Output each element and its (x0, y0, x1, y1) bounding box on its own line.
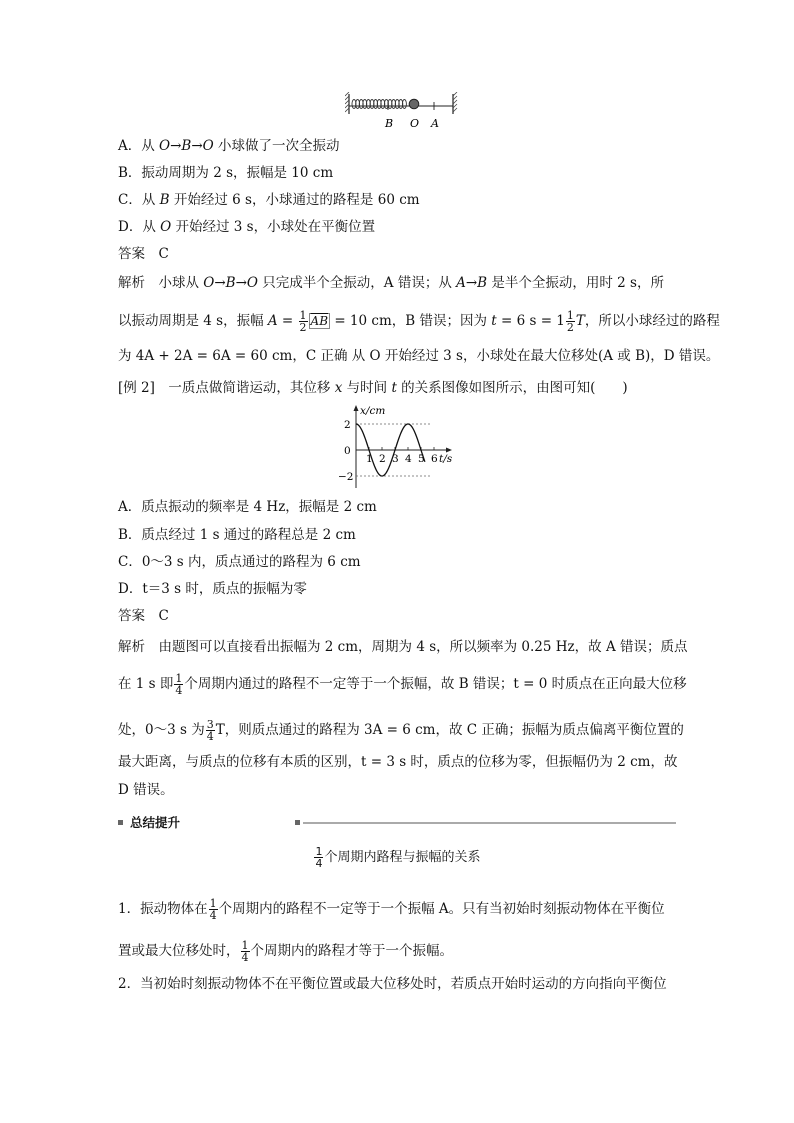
q1-answer: 答案 C (118, 246, 169, 262)
label-o: O (410, 117, 420, 130)
q1-option-b: B．振动周期为 2 s，振幅是 10 cm (118, 165, 334, 181)
x-tick-label: 3 (392, 453, 399, 465)
summary-point-2: 2．当初始时刻振动物体不在平衡位置或最大位移处时，若质点开始时运动的方向指向平衡位 (118, 976, 667, 992)
q1-option-a: A．从 O→B→O 小球做了一次全振动 (118, 138, 340, 154)
y-tick-neg2: −2 (338, 471, 354, 483)
displacement-time-graph (336, 402, 461, 492)
q2-option-d: D．t＝3 s 时，质点的振幅为零 (118, 581, 307, 597)
x-tick-label: 6 (431, 453, 438, 465)
fraction: $\frac{1}{2}$ (299, 309, 307, 334)
square-bullet-icon (295, 820, 300, 825)
square-bullet-icon (118, 820, 123, 825)
summary-point-1-line2: 置或最大位移处时， $\frac{1}{4}$ 个周期内的路程才等于一个振幅。 (118, 939, 453, 964)
q1-analysis-line2: 以振动周期是 4 s，振幅 A = $\frac{1}{2}$ $\overline{AB} = 10$ cm，B 错误；因为 t = 6 s = 1 $\frac{1}{2}$ T，所以小球经过的路程 (118, 309, 720, 334)
label-a: A (431, 117, 439, 130)
q2-answer: 答案 C (118, 608, 169, 624)
q1-analysis-line1: 解析 小球从 O→B→O 只完成半个全振动，A 错误；从 A→B 是半个全振动，用时 2 s，所 (118, 275, 664, 291)
x-tick-label: 5 (418, 453, 425, 465)
x-tick-label: 2 (379, 453, 386, 465)
fraction: $\frac{1}{4}$ (315, 845, 323, 870)
divider (303, 822, 676, 824)
fraction: $\frac{1}{2}$ (566, 309, 574, 334)
y-tick-0: 0 (344, 445, 351, 457)
q2-option-a: A．质点振动的频率是 4 Hz，振幅是 2 cm (118, 499, 377, 515)
fraction: $\frac{1}{4}$ (175, 672, 183, 697)
q2-analysis-line2: 在 1 s 即 $\frac{1}{4}$ 个周期内通过的路程不一定等于一个振幅，故 B 错误；t = 0 时质点在正向最大位移 (118, 672, 687, 697)
q1-option-d: D．从 O 开始经过 3 s，小球处在平衡位置 (118, 219, 376, 235)
summary-header: 总结提升 (130, 815, 181, 830)
x-axis-label: t/s (439, 453, 453, 465)
q2-analysis-line3: 处，0～3 s 为 $\frac{3}{4}$ T，则质点通过的路程为 3A = 6 cm，故 C 正确；振幅为质点偏离平衡位置的 (118, 718, 684, 743)
summary-header-bar (118, 813, 676, 833)
q2-analysis-line5: D 错误。 (118, 782, 174, 798)
y-tick-2: 2 (344, 419, 351, 431)
x-tick-label: 1 (366, 453, 373, 465)
label-b: B (385, 117, 394, 130)
q1-option-c: C．从 B 开始经过 6 s，小球通过的路程是 60 cm (118, 192, 420, 208)
ball (409, 99, 419, 109)
summary-title: $\frac{1}{4}$ 个周期内路程与振幅的关系 (315, 845, 481, 870)
q2-analysis-line4: 最大距离，与质点的位移有本质的区别，t = 3 s 时，质点的位移为零，但振幅仍为 2 cm，故 (118, 754, 678, 770)
q1-analysis-line3: 为 4A + 2A = 6A = 60 cm，C 正确 从 O 开始经过 3 s，小球处在最大位移处(A 或 B)，D 错误。 (118, 348, 720, 364)
q2-analysis-line1: 解析 由题图可以直接看出振幅为 2 cm，周期为 4 s，所以频率为 0.25 Hz，故 A 错误；质点 (118, 639, 688, 655)
q2-option-b: B．质点经过 1 s 通过的路程总是 2 cm (118, 527, 356, 543)
q2-option-c: C．0～3 s 内，质点通过的路程为 6 cm (118, 554, 361, 570)
q2-stem: [例 2] 一质点做简谐运动，其位移 x 与时间 t 的关系图像如图所示，由图可知( ) (118, 380, 628, 396)
x-tick-label: 4 (405, 453, 412, 465)
fraction: $\frac{1}{4}$ (209, 897, 217, 922)
spring-oscillator-figure (345, 92, 460, 130)
fraction: $\frac{1}{4}$ (241, 939, 249, 964)
fraction: $\frac{3}{4}$ (206, 718, 214, 743)
y-axis-label: x/cm (360, 405, 386, 417)
summary-point-1-line1: 1．振动物体在 $\frac{1}{4}$ 个周期内的路程不一定等于一个振幅 A。只有当初始时刻振动物体在平衡位 (118, 897, 665, 922)
